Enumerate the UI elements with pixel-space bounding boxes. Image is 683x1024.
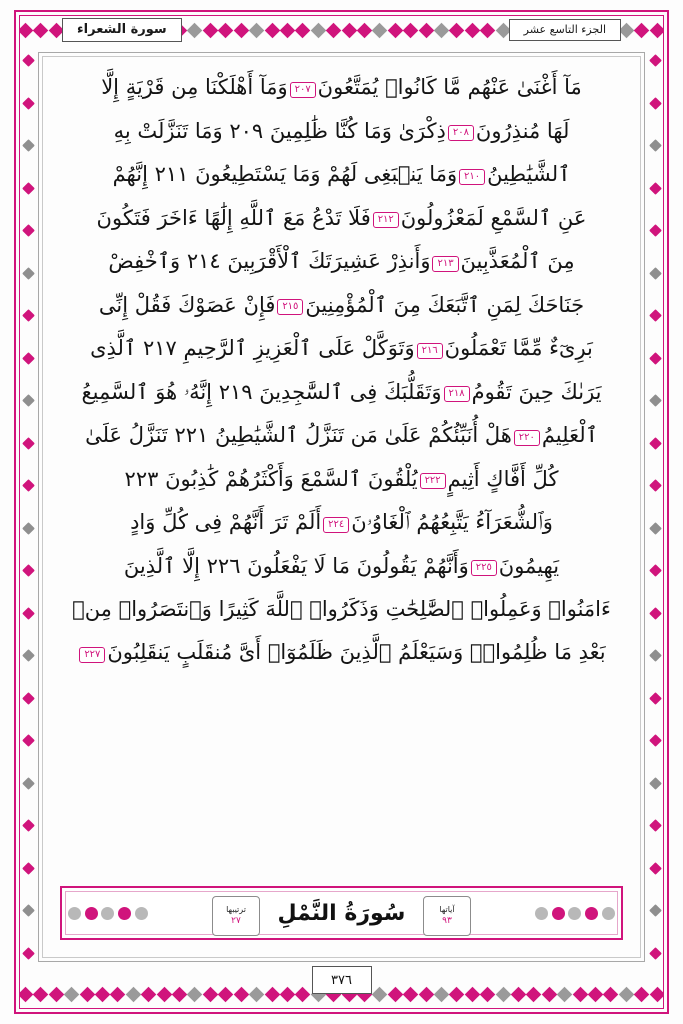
- diamond-ornament-icon: [649, 97, 662, 110]
- ayah-text-continuation: ذِكْرَىٰ وَمَا كُنَّا ظَٰلِمِينَ ٢٠٩ وَمَا تَنَزَّلَتْ بِهِ: [113, 118, 446, 143]
- band-diamond-icon: [480, 986, 496, 1002]
- ayah-text-continuation: هَلْ أُنَبِّئُكُمْ عَلَىٰ مَن تَنَزَّلُ ٱلشَّيَٰطِينُ ٢٢١ تَنَزَّلُ عَلَىٰ: [85, 423, 512, 447]
- band-diamond-icon: [79, 986, 95, 1002]
- left-margin-ornament: [19, 52, 37, 962]
- diamond-ornament-icon: [649, 224, 662, 237]
- band-diamond-icon: [49, 986, 65, 1002]
- quran-text-body: [48, 66, 635, 864]
- ayah-number-value: ٢٢٤: [323, 517, 349, 533]
- diamond-ornament-icon: [649, 267, 662, 280]
- diamond-ornament-icon: [22, 224, 35, 237]
- band-diamond-icon: [218, 986, 234, 1002]
- band-diamond-icon: [126, 986, 142, 1002]
- ayah-line: [48, 501, 635, 545]
- ayah-number-marker: [415, 328, 445, 371]
- diamond-ornament-icon: [22, 649, 35, 662]
- ayah-text: ٱلْعَلِيمُ: [541, 423, 598, 447]
- diamond-ornament-icon: [22, 352, 35, 365]
- diamond-ornament-icon: [649, 182, 662, 195]
- ayah-number-marker: [469, 545, 499, 588]
- ayah-number-marker: [457, 154, 487, 197]
- ayah-text-continuation: فَإِنْ عَصَوْكَ فَقُلْ إِنِّى: [98, 292, 276, 317]
- band-diamond-icon: [495, 986, 511, 1002]
- ayah-number-value: ٢١٢: [373, 212, 399, 228]
- ayah-number-value: ٢١٨: [444, 386, 470, 402]
- diamond-ornament-icon: [649, 437, 662, 450]
- diamond-ornament-icon: [649, 819, 662, 832]
- surah-title-text: سُورَةُ النَّمْلِ: [277, 900, 406, 926]
- ayah-text-continuation: وَمَآ أَهْلَكْنَا مِن قَرْيَةٍ إِلَّا: [101, 75, 288, 99]
- diamond-ornament-icon: [649, 564, 662, 577]
- ayah-number-value: ٢١٦: [417, 343, 443, 359]
- band-diamond-icon: [434, 986, 450, 1002]
- ayah-text: مِنَ ٱلْمُعَذَّبِينَ: [460, 249, 575, 273]
- panel-dot-ornament-icon: [535, 907, 548, 920]
- band-diamond-icon: [33, 986, 49, 1002]
- ayah-number-value: ٢٢٠: [514, 430, 540, 446]
- panel-dot-ornament-icon: [568, 907, 581, 920]
- band-diamond-icon: [387, 986, 403, 1002]
- ayah-number-marker: [321, 502, 351, 545]
- band-diamond-icon: [511, 986, 527, 1002]
- diamond-ornament-icon: [649, 309, 662, 322]
- diamond-ornament-icon: [649, 692, 662, 705]
- band-diamond-icon: [156, 986, 172, 1002]
- band-diamond-icon: [249, 986, 265, 1002]
- band-diamond-icon: [372, 986, 388, 1002]
- ayah-number-value: ٢١٥: [277, 299, 303, 315]
- diamond-ornament-icon: [22, 904, 35, 917]
- ayah-text: يَهِيمُونَ: [498, 553, 560, 578]
- diamond-ornament-icon: [22, 819, 35, 832]
- panel-dot-ornament-icon: [135, 907, 148, 920]
- diamond-ornament-icon: [22, 522, 35, 535]
- band-diamond-icon: [634, 986, 650, 1002]
- band-diamond-icon: [172, 986, 188, 1002]
- diamond-ornament-icon: [649, 862, 662, 875]
- band-diamond-icon: [418, 986, 434, 1002]
- page-header: [0, 12, 683, 48]
- band-diamond-icon: [19, 986, 33, 1002]
- ayah-line: [48, 66, 635, 110]
- surah-ayat-badge: [423, 896, 471, 936]
- ayah-text-continuation: وَمَا يَنۢبَغِى لَهُمْ وَمَا يَسْتَطِيعُونَ ٢١١ إِنَّهُمْ: [112, 162, 458, 186]
- diamond-ornament-icon: [22, 564, 35, 577]
- ayah-text: مَآ أَغْنَىٰ عَنْهُم مَّا كَانُوا۟ يُمَتَّعُونَ: [317, 75, 582, 99]
- panel-dot-ornament-icon: [68, 907, 81, 920]
- ayah-number-marker: [418, 458, 448, 501]
- ayah-text: لَهَا مُنذِرُونَ: [475, 118, 570, 143]
- ayah-line: [48, 545, 635, 589]
- diamond-ornament-icon: [649, 522, 662, 535]
- ayah-text-continuation: فَلَا تَدْعُ مَعَ ٱللَّهِ إِلَٰهًا ءَاخَرَ فَتَكُونَ: [96, 205, 371, 230]
- ayah-line: [48, 458, 635, 502]
- ayah-text-continuation: وَتَقَلُّبَكَ فِى ٱلسَّٰجِدِينَ ٢١٩ إِنَّهُۥ هُوَ ٱلسَّمِيعُ: [81, 379, 442, 404]
- surah-panel-ornament-left: [66, 888, 150, 938]
- ayah-text-continuation: وَأَنَّهُمْ يَقُولُونَ مَا لَا يَفْعَلُونَ ٢٢٦ إِلَّا ٱلَّذِينَ: [123, 553, 469, 578]
- panel-dot-ornament-icon: [552, 907, 565, 920]
- ayah-line: [48, 327, 635, 371]
- juz-label-header: الجزء التاسع عشر: [509, 19, 621, 41]
- band-diamond-icon: [64, 986, 80, 1002]
- ayah-number-marker: [512, 415, 542, 458]
- ayah-text-continuation: يُلْقُونَ ٱلسَّمْعَ وَأَكْثَرُهُمْ كَٰذِبُونَ ٢٢٣: [124, 466, 418, 491]
- surah-ayat-value: ٩٣: [442, 916, 452, 927]
- band-diamond-icon: [542, 986, 558, 1002]
- ayah-text-continuation: وَأَنذِرْ عَشِيرَتَكَ ٱلْأَقْرَبِينَ ٢١٤ وَٱخْفِضْ: [108, 249, 431, 273]
- ayah-number-marker: [431, 241, 461, 284]
- surah-order-label: ترتيبها: [226, 904, 246, 914]
- diamond-ornament-icon: [22, 394, 35, 407]
- band-diamond-icon: [449, 986, 465, 1002]
- ayah-number-value: ٢١٣: [432, 256, 458, 272]
- panel-dot-ornament-icon: [101, 907, 114, 920]
- right-margin-ornament: [646, 52, 664, 962]
- diamond-ornament-icon: [22, 692, 35, 705]
- band-diamond-icon: [403, 986, 419, 1002]
- panel-dot-ornament-icon: [118, 907, 131, 920]
- diamond-ornament-icon: [22, 734, 35, 747]
- diamond-ornament-icon: [649, 947, 662, 960]
- band-diamond-icon: [95, 986, 111, 1002]
- band-diamond-icon: [465, 986, 481, 1002]
- ayah-line: [48, 110, 635, 154]
- ayah-number-value: ٢٠٧: [290, 82, 316, 98]
- ayah-number-marker: [77, 632, 107, 675]
- band-diamond-icon: [203, 986, 219, 1002]
- band-diamond-icon: [295, 986, 311, 1002]
- ayah-text: بَعْدِ مَا ظُلِمُوا۟ۗ وَسَيَعْلَمُ ٱلَّذِينَ ظَلَمُوٓا۟ أَىَّ مُنقَلَبٍ يَنقَلِبُونَ: [107, 640, 606, 664]
- diamond-ornament-icon: [22, 267, 35, 280]
- surah-panel-ornament-right: [533, 888, 617, 938]
- ayah-number-marker: [446, 110, 476, 153]
- diamond-ornament-icon: [22, 947, 35, 960]
- ayah-number-value: ٢٢٧: [79, 647, 105, 663]
- surah-ayat-label: آياتها: [439, 904, 455, 914]
- band-diamond-icon: [233, 986, 249, 1002]
- ayah-line: [48, 284, 635, 328]
- diamond-ornament-icon: [649, 479, 662, 492]
- diamond-ornament-icon: [22, 97, 35, 110]
- ayah-text: ٱلشَّيَٰطِينُ: [487, 162, 571, 186]
- diamond-ornament-icon: [649, 734, 662, 747]
- diamond-ornament-icon: [649, 352, 662, 365]
- ayah-text: وَٱلشُّعَرَآءُ يَتَّبِعُهُمُ ٱلْغَاوُۥنَ: [351, 510, 553, 534]
- diamond-ornament-icon: [649, 139, 662, 152]
- diamond-ornament-icon: [649, 777, 662, 790]
- surah-order-badge: [212, 896, 260, 936]
- ayah-line: [48, 197, 635, 241]
- ayah-text: كُلِّ أَفَّاكٍ أَثِيمٍ: [447, 466, 559, 491]
- ayah-line: [48, 414, 635, 458]
- panel-dot-ornament-icon: [85, 907, 98, 920]
- ayah-number-marker: [288, 67, 318, 110]
- ayah-line: [48, 631, 635, 675]
- diamond-ornament-icon: [22, 139, 35, 152]
- band-diamond-icon: [649, 986, 664, 1002]
- surah-order-value: ٢٧: [231, 916, 241, 927]
- band-diamond-icon: [603, 986, 619, 1002]
- band-diamond-icon: [619, 986, 635, 1002]
- band-diamond-icon: [572, 986, 588, 1002]
- ayah-number-value: ٢٠٨: [448, 125, 474, 141]
- diamond-ornament-icon: [22, 777, 35, 790]
- diamond-ornament-icon: [22, 437, 35, 450]
- ayah-line: [48, 153, 635, 197]
- diamond-ornament-icon: [649, 394, 662, 407]
- diamond-ornament-icon: [22, 54, 35, 67]
- panel-dot-ornament-icon: [602, 907, 615, 920]
- diamond-ornament-icon: [649, 904, 662, 917]
- ayah-number-value: ٢٢٥: [471, 560, 497, 576]
- ayah-line: [48, 371, 635, 415]
- diamond-ornament-icon: [22, 309, 35, 322]
- band-diamond-icon: [557, 986, 573, 1002]
- surah-name-header: سورة الشعراء: [62, 18, 182, 43]
- ayah-text: ءَامَنُوا۟ وَعَمِلُوا۟ ٱلصَّٰلِحَٰتِ وَذَكَرُوا۟ ٱللَّهَ كَثِيرًا وَٱنتَصَرُوا۟ مِنۢ: [72, 597, 611, 621]
- ayah-number-marker: [371, 197, 401, 240]
- band-diamond-icon: [280, 986, 296, 1002]
- band-diamond-icon: [526, 986, 542, 1002]
- ayah-number-marker: [275, 284, 305, 327]
- page-number: ٣٧٦: [312, 966, 372, 994]
- ayah-number-value: ٢٢٢: [420, 473, 446, 489]
- ayah-text: عَنِ ٱلسَّمْعِ لَمَعْزُولُونَ: [400, 205, 587, 230]
- ayah-line: [48, 588, 635, 631]
- ayah-number-marker: [442, 371, 472, 414]
- band-diamond-icon: [141, 986, 157, 1002]
- diamond-ornament-icon: [22, 479, 35, 492]
- surah-title-panel: [60, 886, 623, 940]
- ayah-text: بَرِىٓءٌ مِّمَّا تَعْمَلُونَ: [444, 336, 593, 360]
- diamond-ornament-icon: [22, 182, 35, 195]
- band-diamond-icon: [187, 986, 203, 1002]
- diamond-ornament-icon: [649, 607, 662, 620]
- panel-dot-ornament-icon: [585, 907, 598, 920]
- diamond-ornament-icon: [22, 862, 35, 875]
- band-diamond-icon: [110, 986, 126, 1002]
- band-diamond-icon: [264, 986, 280, 1002]
- diamond-ornament-icon: [22, 607, 35, 620]
- ayah-number-value: ٢١٠: [459, 169, 485, 185]
- diamond-ornament-icon: [649, 54, 662, 67]
- ayah-text-continuation: وَتَوَكَّلْ عَلَى ٱلْعَزِيزِ ٱلرَّحِيمِ ٢١٧ ٱلَّذِى: [90, 336, 415, 360]
- ayah-line: [48, 240, 635, 284]
- ayah-text: يَرَىٰكَ حِينَ تَقُومُ: [471, 379, 602, 404]
- band-diamond-icon: [588, 986, 604, 1002]
- ayah-text: جَنَاحَكَ لِمَنِ ٱتَّبَعَكَ مِنَ ٱلْمُؤْمِنِينَ: [305, 292, 585, 317]
- diamond-ornament-icon: [649, 649, 662, 662]
- ayah-text-continuation: أَلَمْ تَرَ أَنَّهُمْ فِى كُلِّ وَادٍ: [130, 510, 322, 534]
